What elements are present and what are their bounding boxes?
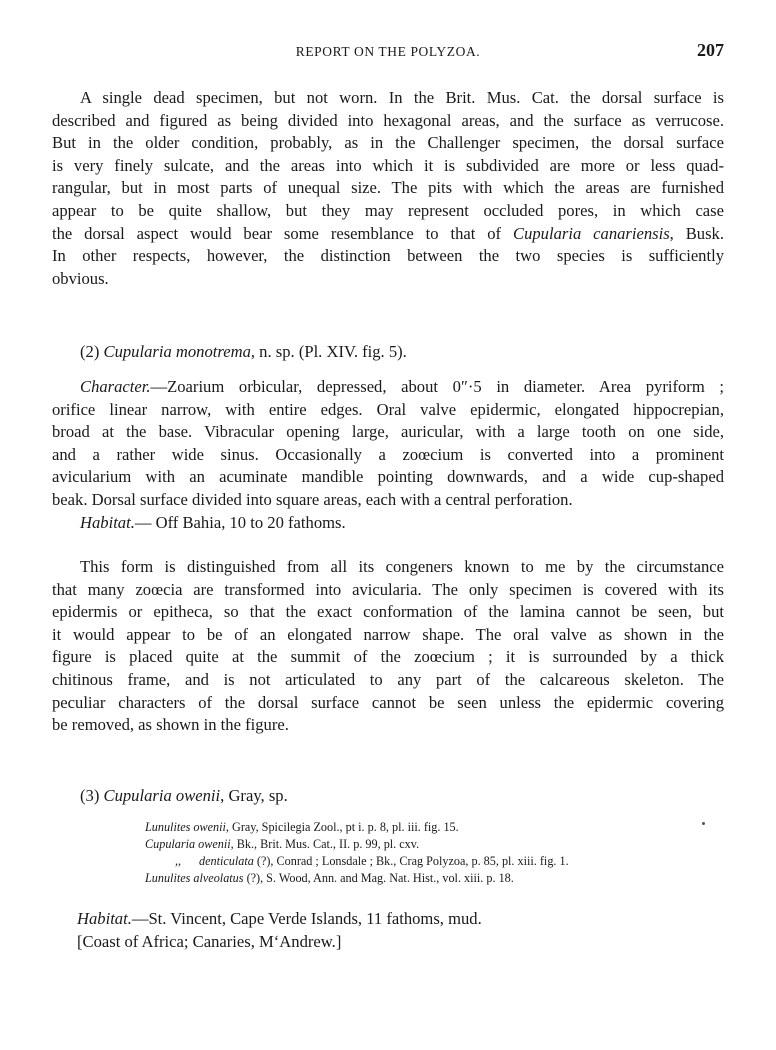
text-line bbox=[52, 376, 724, 399]
text-run: the dorsal aspect would bear some resemblance to that of bbox=[52, 223, 502, 243]
synonymy-entry bbox=[145, 853, 705, 870]
text-run: —St. Vincent, Cape Verde Islands, 11 fathoms, mud. bbox=[131, 909, 482, 928]
text-line: that many zoœcia are transformed into avicularia. The only specimen is covered with its bbox=[52, 579, 724, 599]
text-line: beak. Dorsal surface divided into square areas, each with a central perforation. bbox=[52, 489, 573, 509]
text-line: avicularium with an acuminate mandible pointing downwards, and a wide cup-shaped bbox=[52, 467, 724, 487]
text-line: epidermis or epitheca, so that the exact conformation of the lamina cannot be seen, but bbox=[52, 602, 724, 622]
species-authority: , Gray, sp. bbox=[220, 786, 288, 805]
page-number: 207 bbox=[697, 40, 724, 60]
text-line: orifice linear narrow, with entire edges. Oral valve epidermic, elongated hippocrepian, bbox=[52, 399, 724, 419]
synonymy-entry bbox=[145, 870, 705, 887]
text-run: — Off Bahia, 10 to 20 fathoms. bbox=[134, 512, 346, 532]
text-line: This form is distinguished from all its congeners known to me by the circumstance bbox=[80, 557, 724, 576]
species-authority: , n. sp. (Pl. XIV. fig. 5). bbox=[250, 342, 407, 361]
section-label: Character. bbox=[80, 377, 151, 396]
synonym-name: Lunulites owenii bbox=[145, 820, 226, 834]
text-line: is very finely sulcate, and the areas into which it is subdivided are more or less quad- bbox=[52, 155, 724, 175]
text-line: rangular, but in most parts of unequal size. The pits with which the areas are furnished bbox=[52, 178, 724, 198]
running-head: REPORT ON THE POLYZOA. bbox=[295, 44, 481, 59]
synonym-reference: (?), Conrad ; Lonsdale ; Bk., Crag Polyzoa, p. 85, pl. xiii. fig. 1. bbox=[253, 854, 569, 868]
habitat-line bbox=[77, 907, 577, 930]
text-run: —Zoarium orbicular, depressed, about 0″·5 in diameter. Area pyriform ; bbox=[150, 377, 724, 396]
text-line: figure is placed quite at the summit of the zoœcium ; it is surrounded by a thick bbox=[52, 647, 724, 667]
text-line: peculiar characters of the dorsal surface cannot be seen unless the epidermic covering bbox=[52, 692, 724, 712]
habitat-owenii bbox=[77, 907, 577, 953]
section-label: Habitat. bbox=[80, 512, 135, 532]
synonym-reference: , Gray, Spicilegia Zool., pt i. p. 8, pl. iii. fig. 15. bbox=[225, 820, 459, 834]
paragraph-specimen-notes bbox=[52, 87, 724, 290]
text-line: described and figured as being divided into hexagonal areas, and the surface as verrucose. bbox=[52, 110, 724, 130]
text-line: A single dead specimen, but not worn. In the Brit. Mus. Cat. the dorsal surface is bbox=[80, 88, 724, 107]
habitat-line bbox=[52, 512, 724, 535]
synonym-name: Lunulites alveolatus bbox=[145, 871, 244, 885]
species-name: Cupularia canariensis bbox=[513, 223, 670, 243]
synonymy-entry bbox=[145, 836, 705, 853]
print-speck bbox=[702, 822, 705, 825]
text-line: it would appear to be of an elongated narrow shape. The oral valve as shown in the bbox=[52, 624, 724, 644]
text-line: But in the older condition, probably, as in the Challenger specimen, the dorsal surface bbox=[52, 133, 724, 153]
ditto-mark: ,, bbox=[175, 854, 182, 868]
text-line: be removed, as shown in the figure. bbox=[52, 715, 289, 735]
character-description bbox=[52, 376, 724, 534]
species-number: (3) bbox=[80, 786, 100, 805]
text-line: obvious. bbox=[52, 268, 109, 288]
text-line: broad at the base. Vibracular opening large, auricular, with a large tooth on one side, bbox=[52, 422, 724, 442]
text-line: In other respects, however, the distinction between the two species is sufficiently bbox=[52, 246, 724, 266]
synonym-reference: , Bk., Brit. Mus. Cat., II. p. 99, pl. cxv. bbox=[230, 837, 420, 851]
synonym-reference: (?), S. Wood, Ann. and Mag. Nat. Hist., vol. xiii. p. 18. bbox=[243, 871, 514, 885]
species-number: (2) bbox=[80, 342, 100, 361]
species-name: Cupularia monotrema bbox=[103, 342, 251, 361]
synonymy-list bbox=[145, 819, 705, 887]
paragraph-discussion bbox=[52, 556, 724, 737]
text-line bbox=[52, 223, 724, 246]
text-line: appear to be quite shallow, but they may represent occluded pores, in which case bbox=[52, 200, 724, 220]
synonym-name: Cupularia owenii bbox=[145, 837, 231, 851]
species-heading-monotrema bbox=[80, 341, 407, 363]
synonymy-entry bbox=[145, 819, 705, 836]
habitat-note: [Coast of Africa; Canaries, M‘Andrew.] bbox=[77, 932, 342, 951]
species-heading-owenii bbox=[80, 785, 288, 807]
synonym-name: denticulata bbox=[199, 854, 254, 868]
text-line: and a rather wide sinus. Occasionally a zoœcium is converted into a prominent bbox=[52, 444, 724, 464]
text-line: chitinous frame, and is not articulated to any part of the calcareous skeleton. The bbox=[52, 669, 724, 689]
species-name: Cupularia owenii bbox=[103, 786, 221, 805]
page-header bbox=[52, 40, 724, 64]
text-run: , Busk. bbox=[669, 223, 724, 243]
section-label: Habitat. bbox=[77, 909, 132, 928]
